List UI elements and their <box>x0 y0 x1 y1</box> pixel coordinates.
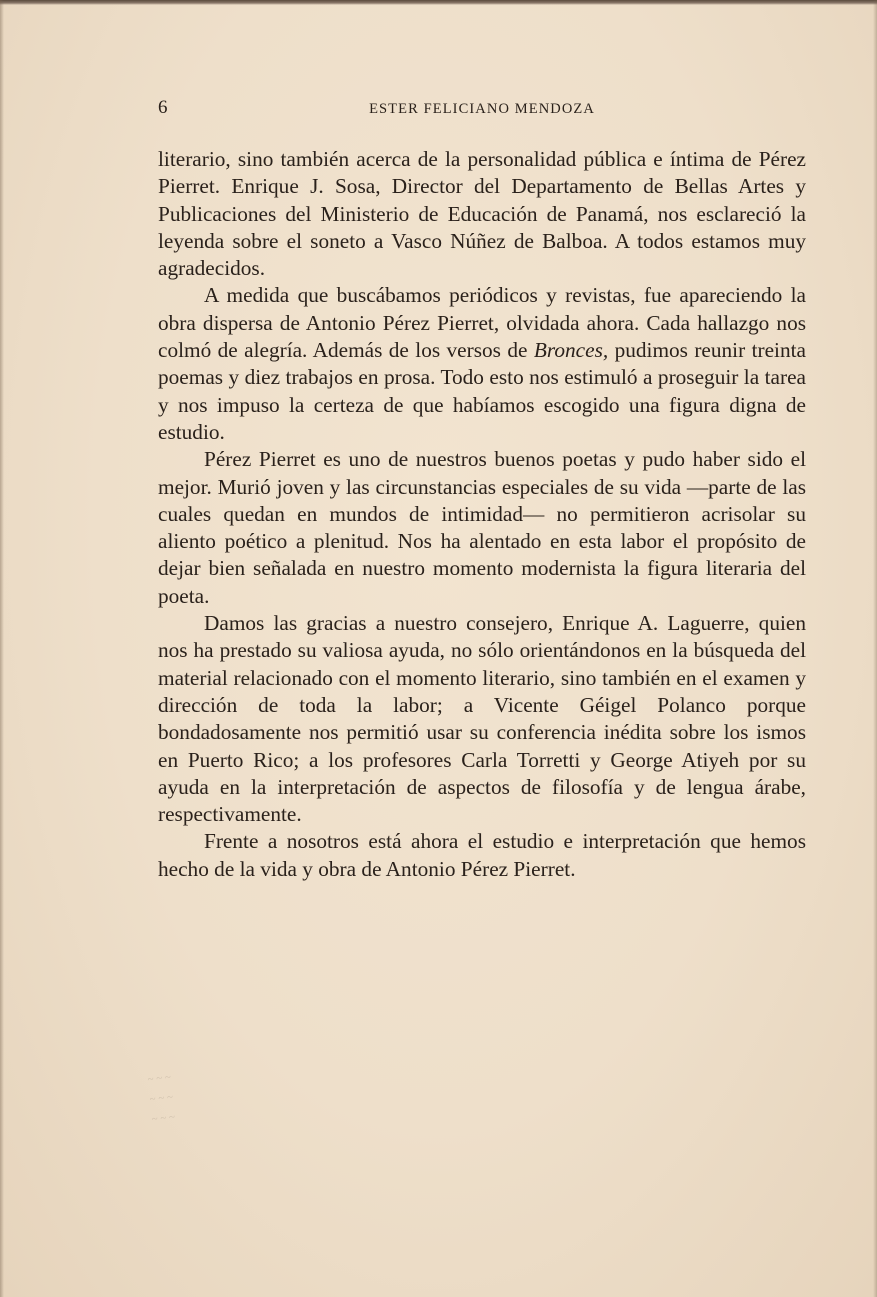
paragraph-text: Pérez Pierret es uno de nuestros buenos poetas y pudo haber sido el mejor. Murió joven y las circunstancias especiales de su vida —parte de las cuales quedan en mundos de intimidad— no permitieron acrisolar su aliento poético a plenitud. Nos ha alentado en esta labor el propósito de dejar bien señalada en nuestro momento modernista la figura literaria del poeta. <box>158 447 806 608</box>
running-head <box>158 96 806 120</box>
italic-title: Bronces, <box>533 338 609 363</box>
page-number: 6 <box>158 97 168 118</box>
page-right-edge <box>873 0 877 1297</box>
page-left-edge <box>0 0 4 1297</box>
paragraph-text: A medida que buscábamos periódicos y revistas, fue apareciendo la obra dispersa de Antonio Pérez Pierret, olvidada ahora. Cada hallazgo nos colmó de alegría. Además de los versos de <box>158 283 806 363</box>
paragraph <box>158 446 806 610</box>
faint-pencil-marks: ~ ~ ~ ~ ~ ~ ~ ~ ~ <box>147 1071 176 1126</box>
paragraph-text: Damos las gracias a nuestro consejero, Enrique A. Laguerre, quien nos ha prestado su valiosa ayuda, no sólo orientándonos en la búsqueda del material relacionado con el momento literario, sino también en el examen y dirección de toda la labor; a Vicente Géigel Polanco porque bondadosamente nos permitió usar su conferencia inédita sobre los ismos en Puerto Rico; a los profesores Carla Torretti y George Atiyeh por su ayuda en la interpretación de aspectos de filosofía y de lengua árabe, respectivamente. <box>158 611 806 827</box>
paragraph <box>158 828 806 883</box>
paragraph <box>158 610 806 828</box>
paragraph <box>158 146 806 282</box>
running-title: ESTER FELICIANO MENDOZA <box>369 101 595 117</box>
paragraph <box>158 282 806 446</box>
paragraph-text: Frente a nosotros está ahora el estudio e interpretación que hemos hecho de la vida y obra de Antonio Pérez Pierret. <box>158 829 806 881</box>
paragraph-text: literario, sino también acerca de la personalidad pública e íntima de Pérez Pierret. Enrique J. Sosa, Director del Departamento de Bellas Artes y Publicaciones del Ministerio de Educación de Panamá, nos esclareció la leyenda sobre el soneto a Vasco Núñez de Balboa. A todos estamos muy agradecidos. <box>158 147 806 281</box>
text-body <box>158 146 806 883</box>
page-top-edge <box>0 0 877 5</box>
paragraph-text: pudimos reunir treinta poemas y diez trabajos en prosa. Todo esto nos estimuló a proseguir la tarea y nos impuso la certeza de que habíamos escogido una figura digna de estudio. <box>158 338 806 444</box>
